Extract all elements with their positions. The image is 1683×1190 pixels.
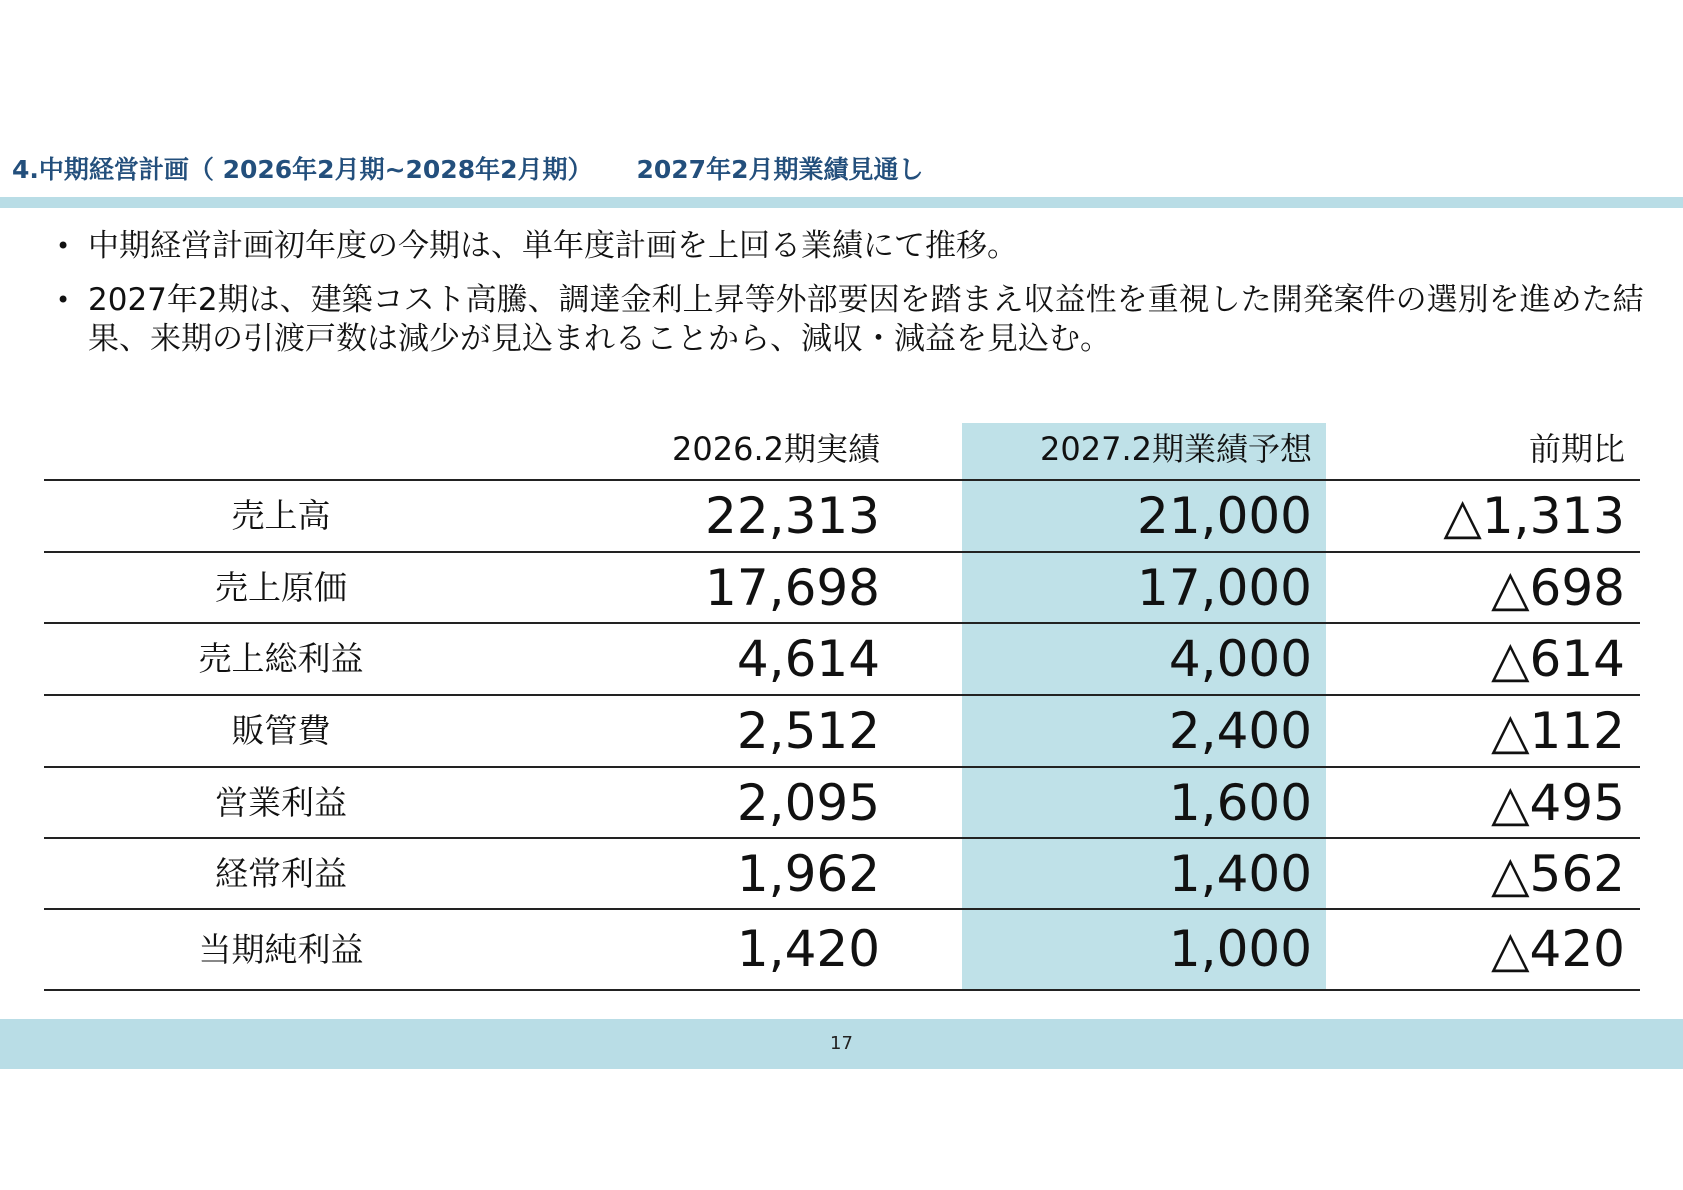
cell-actual: 22,313 xyxy=(705,487,880,545)
column-header-forecast: 2027.2期業績予想 xyxy=(1040,430,1312,468)
bullet-list xyxy=(56,227,1656,374)
row-label: 売上原価 xyxy=(215,568,347,607)
cell-actual: 1,962 xyxy=(736,845,880,903)
cell-change: △420 xyxy=(1491,920,1625,978)
cell-actual: 1,420 xyxy=(736,920,880,978)
table-row xyxy=(44,624,1640,694)
bullet-text: 中期経営計画初年度の今期は、単年度計画を上回る業績にて推移。 xyxy=(88,228,1018,264)
bullet-item xyxy=(56,281,1656,359)
cell-change: △562 xyxy=(1491,845,1625,903)
cell-change: △614 xyxy=(1491,630,1625,688)
cell-forecast: 21,000 xyxy=(1137,487,1312,545)
table-row xyxy=(44,481,1640,551)
bullet-text: 2027年2期は、建築コスト高騰、調達金利上昇等外部要因を踏まえ収益性を重視した開発案件の選別を進めた結果、来期の引渡戸数は減少が見込まれることから、減収・減益を見込む。 xyxy=(88,282,1644,357)
row-label: 売上総利益 xyxy=(198,639,364,678)
cell-change: △1,313 xyxy=(1443,487,1625,545)
bullet-item xyxy=(56,227,1656,266)
cell-forecast: 1,600 xyxy=(1168,774,1312,832)
table-row xyxy=(44,910,1640,989)
table-row xyxy=(44,839,1640,909)
bullet-dot-icon: • xyxy=(56,232,71,260)
cell-actual: 2,095 xyxy=(736,774,880,832)
row-label: 営業利益 xyxy=(215,783,347,822)
table-rule xyxy=(44,989,1640,991)
cell-change: △495 xyxy=(1491,774,1625,832)
row-label: 販管費 xyxy=(231,711,331,750)
cell-forecast: 1,000 xyxy=(1168,920,1312,978)
table-row xyxy=(44,768,1640,838)
row-label: 当期純利益 xyxy=(198,930,364,969)
cell-forecast: 1,400 xyxy=(1168,845,1312,903)
cell-actual: 2,512 xyxy=(736,702,880,760)
cell-actual: 17,698 xyxy=(705,559,880,617)
cell-change: △698 xyxy=(1491,559,1625,617)
cell-actual: 4,614 xyxy=(736,630,880,688)
table-row xyxy=(44,553,1640,623)
column-header-actual: 2026.2期実績 xyxy=(672,430,880,468)
cell-forecast: 4,000 xyxy=(1168,630,1312,688)
cell-change: △112 xyxy=(1491,702,1625,760)
bullet-dot-icon: • xyxy=(56,286,71,314)
title-main: 4.中期経営計画（ 2026年2月期~2028年2月期） xyxy=(12,155,593,184)
row-label: 経常利益 xyxy=(215,854,347,893)
cell-forecast: 2,400 xyxy=(1168,702,1312,760)
title-subtitle: 2027年2月期業績見通し xyxy=(636,155,924,184)
cell-forecast: 17,000 xyxy=(1137,559,1312,617)
column-header-change: 前期比 xyxy=(1528,430,1625,468)
page-number: 17 xyxy=(830,1033,853,1054)
page-title xyxy=(12,150,923,190)
title-underline-bar xyxy=(0,197,1683,208)
row-label: 売上高 xyxy=(231,496,331,535)
table-row xyxy=(44,696,1640,766)
